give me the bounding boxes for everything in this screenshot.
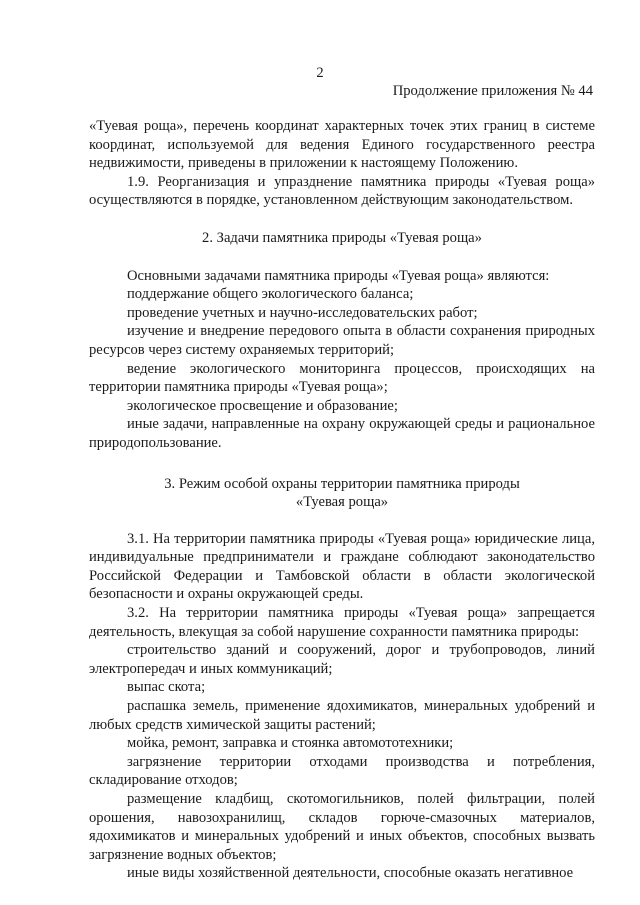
paragraph-boundaries-continued: «Туевая роща», перечень координат характерных точек этих границ в системе координат, используемой для ведения Единого государственного реестра недвижимости, приведены в приложении к настоящему Положению. (89, 118, 595, 172)
list-item: мойка, ремонт, заправка и стоянка автомототехники; (127, 735, 454, 752)
page-number: 2 (316, 65, 324, 81)
section-heading-3-line-2: «Туевая роща» (295, 494, 389, 511)
paragraph-1-9: 1.9. Реорганизация и упразднение памятника природы «Туевая роща» осуществляются в порядке, установленном действующим законодательством. (89, 173, 595, 209)
list-item: экологическое просвещение и образование; (127, 397, 398, 414)
list-item: проведение учетных и научно-исследовательских работ; (127, 304, 478, 321)
paragraph-3-2: 3.2. На территории памятника природы «Туевая роща» запрещается деятельность, влекущая за собой нарушение сохранности памятника природы: (89, 605, 595, 640)
list-item: размещение кладбищ, скотомогильников, полей фильтрации, полей орошения, навозохранилищ, складов горюче-смазочных материалов, ядохимикатов и минеральных удобрений и иных объектов, способных вызвать загрязнение водных объектов; (89, 791, 595, 863)
document-body (89, 117, 595, 883)
tasks-intro: Основными задачами памятника природы «Туевая роща» являются: (127, 267, 550, 284)
list-item: изучение и внедрение передового опыта в области сохранения природных ресурсов через систему охраняемых территорий; (89, 323, 595, 358)
list-item: иные задачи, направленные на охрану окружающей среды и рациональное природопользование. (89, 416, 595, 451)
list-item: ведение экологического мониторинга процессов, происходящих на территории памятника природы «Туевая роща»; (89, 360, 595, 396)
list-item: иные виды хозяйственной деятельности, способные оказать негативное (127, 865, 574, 882)
section-heading-2: 2. Задачи памятника природы «Туевая роща» (202, 229, 482, 246)
list-item: строительство зданий и сооружений, дорог и трубопроводов, линий электропередач и иных коммуникаций; (89, 642, 595, 677)
section-heading-3: 3. Режим особой охраны территории памятника природы (164, 475, 520, 492)
list-item: поддержание общего экологического баланса; (127, 286, 414, 303)
paragraph-3-1: 3.1. На территории памятника природы «Туевая роща» юридические лица, индивидуальные предприниматели и граждане соблюдают законодательство Российской Федерации и Тамбовской области в области экологической безопасности и охраны окружающей среды. (89, 530, 595, 603)
list-item: выпас скота; (127, 679, 206, 696)
list-item: распашка земель, применение ядохимикатов, минеральных удобрений и любых средств химической защиты растений; (89, 698, 595, 733)
appendix-continuation-label: Продолжение приложения № 44 (392, 83, 593, 99)
list-item: загрязнение территории отходами производства и потребления, складирование отходов; (89, 753, 595, 789)
